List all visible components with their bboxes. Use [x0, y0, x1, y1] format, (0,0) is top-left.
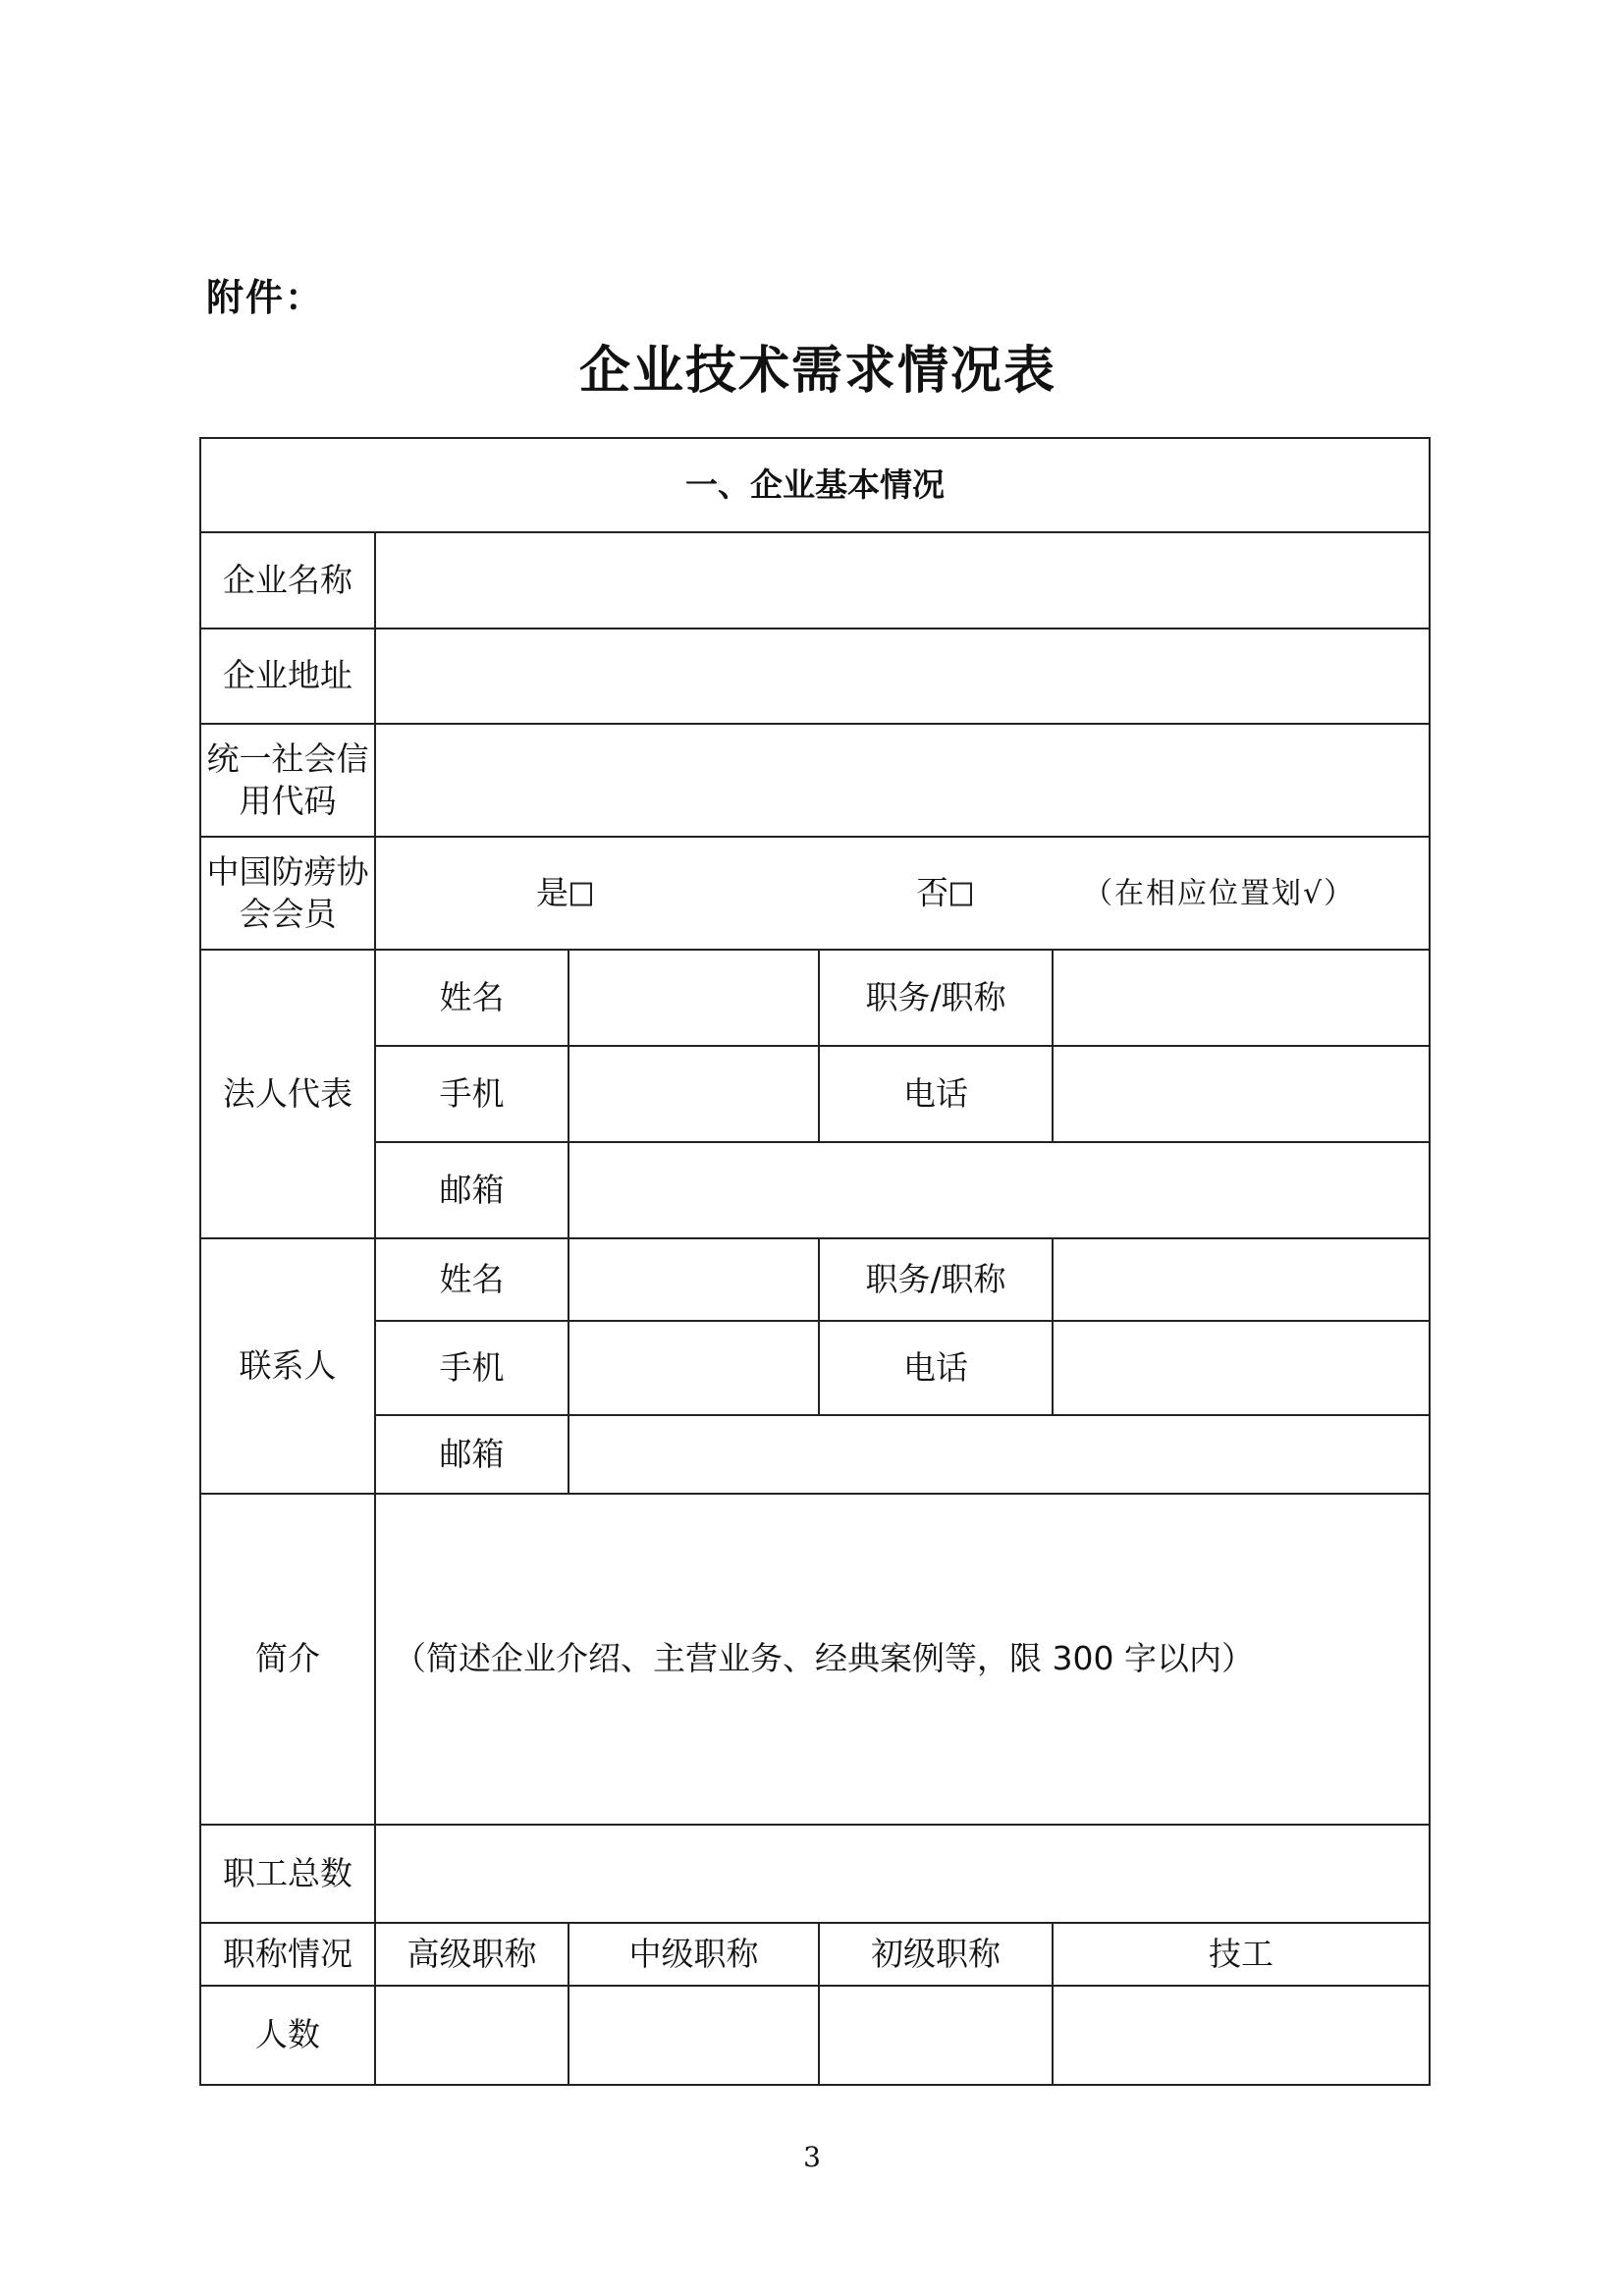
legal-rep-email-label: 邮箱: [375, 1142, 568, 1238]
middle-count-field[interactable]: [568, 1986, 819, 2085]
legal-rep-phone-label: 电话: [819, 1046, 1053, 1142]
contact-email-field[interactable]: [568, 1415, 1430, 1494]
senior-count-field[interactable]: [375, 1986, 568, 2085]
attachment-label: 附件：: [206, 276, 325, 319]
junior-title-header: 初级职称: [819, 1923, 1053, 1986]
member-no-label: 否: [916, 873, 948, 912]
legal-rep-name-label: 姓名: [375, 950, 568, 1046]
staff-total-field[interactable]: [375, 1825, 1430, 1923]
document-title: 企业技术需求情况表: [578, 341, 1056, 401]
member-label: 中国防痨协会会员: [200, 837, 375, 950]
legal-rep-name-field[interactable]: [568, 950, 819, 1046]
member-yes-label: 是: [536, 873, 568, 912]
member-yes-option[interactable]: [536, 872, 592, 914]
company-name-field[interactable]: [375, 532, 1430, 629]
legal-rep-label: 法人代表: [200, 950, 375, 1238]
intro-label: 简介: [200, 1494, 375, 1825]
contact-phone-field[interactable]: [1053, 1321, 1430, 1415]
staff-total-label: 职工总数: [200, 1825, 375, 1923]
credit-code-field[interactable]: [375, 724, 1430, 837]
member-options-cell: [375, 837, 1430, 950]
member-no-option[interactable]: [916, 872, 972, 914]
contact-mobile-field[interactable]: [568, 1321, 819, 1415]
company-address-label: 企业地址: [200, 629, 375, 724]
legal-rep-position-field[interactable]: [1053, 950, 1430, 1046]
company-address-field[interactable]: [375, 629, 1430, 724]
legal-rep-position-label: 职务/职称: [819, 950, 1053, 1046]
contact-name-label: 姓名: [375, 1238, 568, 1321]
count-label: 人数: [200, 1986, 375, 2085]
member-no-checkbox[interactable]: [950, 882, 972, 905]
requirement-form-table: [199, 437, 1431, 2086]
legal-rep-mobile-label: 手机: [375, 1046, 568, 1142]
titles-label: 职称情况: [200, 1923, 375, 1986]
legal-rep-email-field[interactable]: [568, 1142, 1430, 1238]
senior-title-header: 高级职称: [375, 1923, 568, 1986]
technician-header: 技工: [1053, 1923, 1430, 1986]
legal-rep-phone-field[interactable]: [1053, 1046, 1430, 1142]
contact-name-field[interactable]: [568, 1238, 819, 1321]
technician-count-field[interactable]: [1053, 1986, 1430, 2085]
member-yes-checkbox[interactable]: [570, 882, 592, 905]
junior-count-field[interactable]: [819, 1986, 1053, 2085]
contact-position-field[interactable]: [1053, 1238, 1430, 1321]
contact-label: 联系人: [200, 1238, 375, 1494]
middle-title-header: 中级职称: [568, 1923, 819, 1986]
section-basic-info: 一、企业基本情况: [200, 438, 1430, 532]
member-instruction-note: （在相应位置划√）: [1083, 876, 1356, 910]
credit-code-label: 统一社会信用代码: [200, 724, 375, 837]
contact-email-label: 邮箱: [375, 1415, 568, 1494]
contact-position-label: 职务/职称: [819, 1238, 1053, 1321]
contact-mobile-label: 手机: [375, 1321, 568, 1415]
intro-field[interactable]: [375, 1494, 1430, 1825]
legal-rep-mobile-field[interactable]: [568, 1046, 819, 1142]
intro-hint: （简述企业介绍、主营业务、经典案例等，限 300 字以内）: [394, 1639, 1254, 1678]
contact-phone-label: 电话: [819, 1321, 1053, 1415]
company-name-label: 企业名称: [200, 532, 375, 629]
page-number: 3: [803, 2141, 821, 2173]
